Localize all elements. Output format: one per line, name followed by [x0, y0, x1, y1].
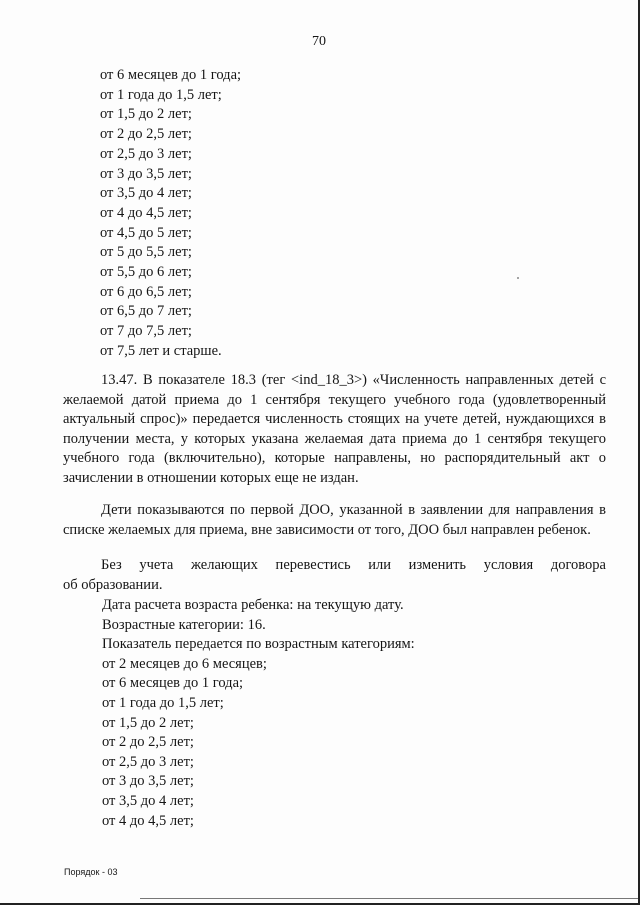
- calc-date-line: Дата расчета возраста ребенка: на текущую дату.: [102, 597, 404, 613]
- list-item: от 6 месяцев до 1 года;: [100, 67, 242, 83]
- list-item: от 5 до 5,5 лет;: [100, 244, 192, 261]
- paragraph-text: Дети показываются по первой ДОО, указанной в заявлении для направления в списке желаемых для приема, вне зависимости от того, ДОО был направлен ребенок.: [63, 502, 606, 538]
- list-item: от 5,5 до 6 лет;: [100, 264, 192, 281]
- paragraph-text: Без учета желающих перевестись или изменить условия договора: [101, 557, 606, 573]
- footer-label: Порядок - 03: [64, 867, 118, 877]
- age-category-list-1: [100, 66, 241, 362]
- list-item: от 3,5 до 4 лет;: [102, 792, 194, 809]
- age-category-list-2: [102, 596, 415, 831]
- paragraph-children-shown: [63, 501, 606, 540]
- page-number: 70: [312, 34, 326, 49]
- paragraph-exclusions: [63, 556, 606, 595]
- list-item: от 1,5 до 2 лет;: [100, 106, 192, 123]
- list-item: от 6 до 6,5 лет;: [100, 283, 192, 300]
- list-item: от 6,5 до 7 лет;: [100, 303, 192, 320]
- list-item: от 2 до 2,5 лет;: [102, 734, 194, 751]
- list-item: от 2,5 до 3 лет;: [102, 753, 194, 770]
- list-item: от 2 месяцев до 6 месяцев;: [102, 655, 267, 672]
- list-item: от 1 года до 1,5 лет;: [100, 86, 222, 103]
- list-item: от 2,5 до 3 лет;: [100, 145, 192, 162]
- list-item: от 1 года до 1,5 лет;: [102, 694, 224, 711]
- paragraph-text: 13.47. В показателе 18.3 (тег <ind_18_3>) «Численность направленных детей с желаемой датой приема до 1 сентября текущего учебного года (удовлетворенный актуальный спрос)» передается численность стоящих на учете детей, нуждающихся в получении места, у которых указана желаемая дата приема до 1 сентября текущего учебного года (включительно), которые направлены, но распорядительный акт о зачислении в отношении которых еще не издан.: [63, 372, 606, 486]
- list-item: от 3 до 3,5 лет;: [100, 165, 192, 182]
- categories-count-line: Возрастные категории: 16.: [102, 616, 266, 633]
- list-item: от 4 до 4,5 лет;: [100, 204, 192, 221]
- list-item: от 6 месяцев до 1 года;: [102, 675, 244, 692]
- scan-speck: [517, 277, 519, 279]
- list-item: от 2 до 2,5 лет;: [100, 126, 192, 143]
- paragraph-indicator-18-3: [63, 371, 606, 488]
- list-item: от 3 до 3,5 лет;: [102, 773, 194, 790]
- list-item: от 4,5 до 5 лет;: [100, 224, 192, 241]
- paragraph-text: об образовании.: [63, 576, 163, 593]
- list-item: от 4 до 4,5 лет;: [102, 812, 194, 829]
- list-item: от 3,5 до 4 лет;: [100, 185, 192, 202]
- categories-intro-line: Показатель передается по возрастным категориям:: [102, 636, 415, 653]
- list-item: от 7,5 лет и старше.: [100, 342, 222, 359]
- list-item: от 7 до 7,5 лет;: [100, 323, 192, 340]
- list-item: от 1,5 до 2 лет;: [102, 714, 194, 731]
- footer-divider: [140, 898, 638, 899]
